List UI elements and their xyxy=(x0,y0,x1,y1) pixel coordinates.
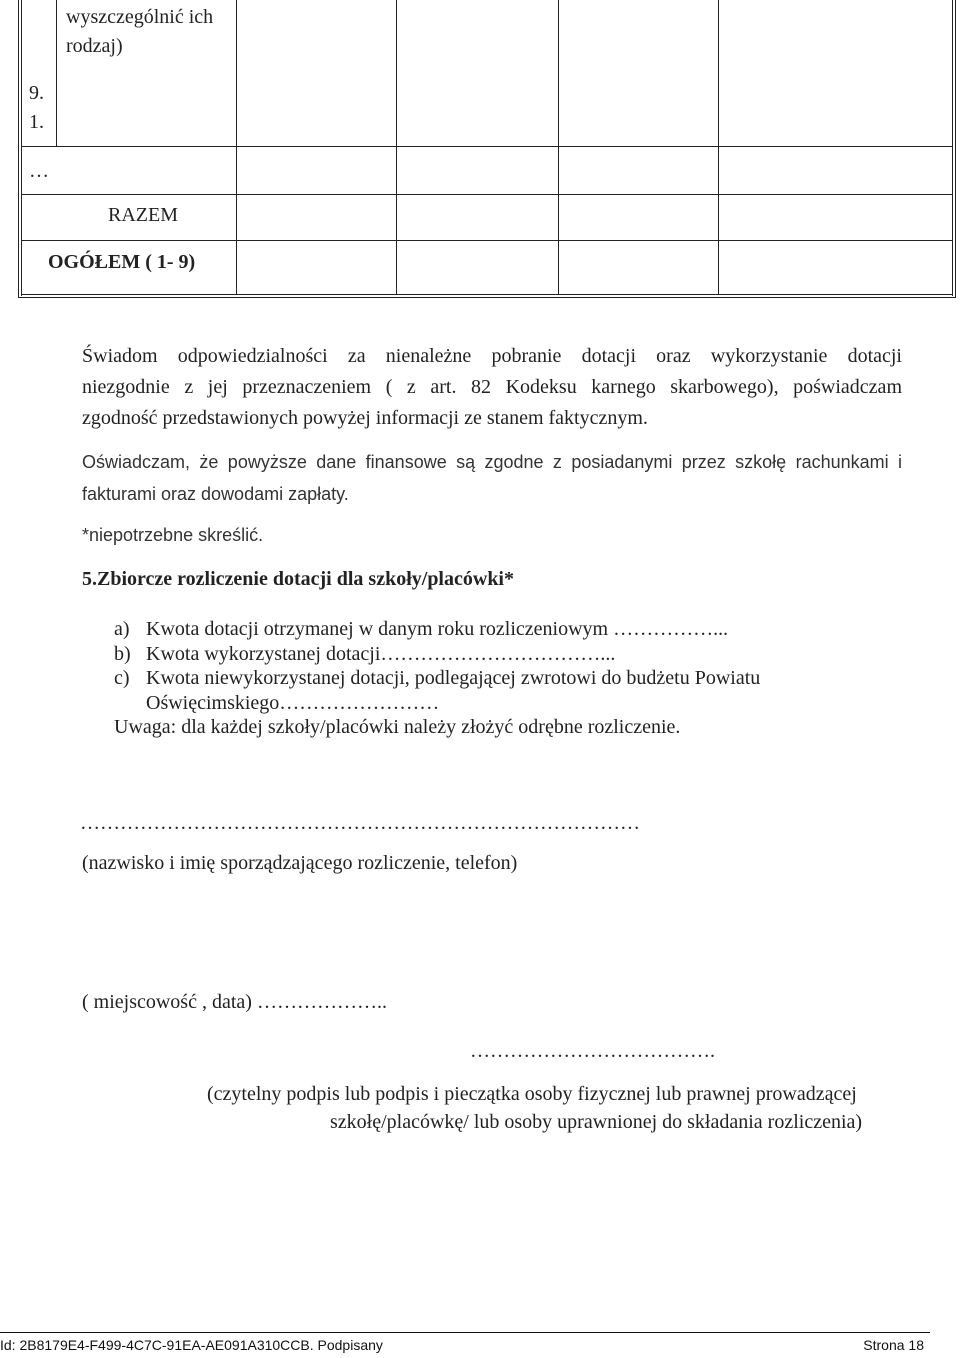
list-item-b: b) Kwota wykorzystanej dotacji……………………………... xyxy=(114,642,616,665)
table-razem-label: RAZEM xyxy=(108,204,178,226)
signature-dots-line2: ………………………………. xyxy=(470,1040,715,1062)
table-row-number-line2: 1. xyxy=(29,111,44,133)
responsibility-statement xyxy=(82,341,902,434)
page-number: Strona 18 xyxy=(863,1337,924,1353)
place-date-label: ( miejscowość , data) ……………….. xyxy=(82,991,387,1013)
statement1-line2: niezgodnie z jej przeznaczeniem ( z art. 82 Kodeksu karnego skarbowego), poświadczam xyxy=(82,376,902,398)
statement2-line1: Oświadczam, że powyższe dane finansowe są zgodne z posiadanymi przez szkołę rachunkami i xyxy=(82,452,902,472)
list-item-c-cont: Oświęcimskiego…………………… xyxy=(146,691,440,714)
table-ellipsis-row: … xyxy=(29,160,49,182)
table-row-number-line1: 9. xyxy=(29,82,44,104)
document-id: Id: 2B8179E4-F499-4C7C-91EA-AE091A310CCB. Podpisany xyxy=(0,1337,383,1353)
statement1-line3: zgodność przedstawionych powyżej informacji ze stanem faktycznym. xyxy=(82,407,648,429)
footnote: *niepotrzebne skreślić. xyxy=(82,525,264,545)
signature-caption-line1: (czytelny podpis lub podpis i pieczątka osoby fizycznej lub prawnej prowadzącej xyxy=(207,1083,857,1105)
section-5-list xyxy=(114,617,760,740)
page-footer xyxy=(0,1330,960,1358)
statement1-line1: Świadom odpowiedzialności za nienależne pobranie dotacji oraz wykorzystanie dotacji xyxy=(82,345,902,367)
table-ogolem-label: OGÓŁEM ( 1- 9) xyxy=(48,251,196,273)
list-item-c: c) Kwota niewykorzystanej dotacji, podlegającej zwrotowi do budżetu Powiatu xyxy=(114,667,761,689)
preparer-name-label: (nazwisko i imię sporządzającego rozliczenie, telefon) xyxy=(82,852,518,874)
section-5-note: Uwaga: dla każdej szkoły/placówki należy złożyć odrębne rozliczenie. xyxy=(114,716,681,738)
financial-declaration xyxy=(82,446,902,510)
list-item-a: a) Kwota dotacji otrzymanej w danym roku rozliczeniowym ……………... xyxy=(114,618,729,640)
signature-dots-line1: ………………………………………………………………………… xyxy=(80,812,640,834)
table-cell-desc-line2: rodzaj) xyxy=(66,35,123,57)
table-cell-desc-line1: wyszczególnić ich xyxy=(66,6,214,28)
statement2-line2: fakturami oraz dowodami zapłaty. xyxy=(82,484,349,504)
signature-caption-line2: szkołę/placówkę/ lub osoby uprawnionej do składania rozliczenia) xyxy=(330,1111,863,1133)
section-5-heading: 5.Zbiorcze rozliczenie dotacji dla szkoły/placówki* xyxy=(82,568,514,590)
